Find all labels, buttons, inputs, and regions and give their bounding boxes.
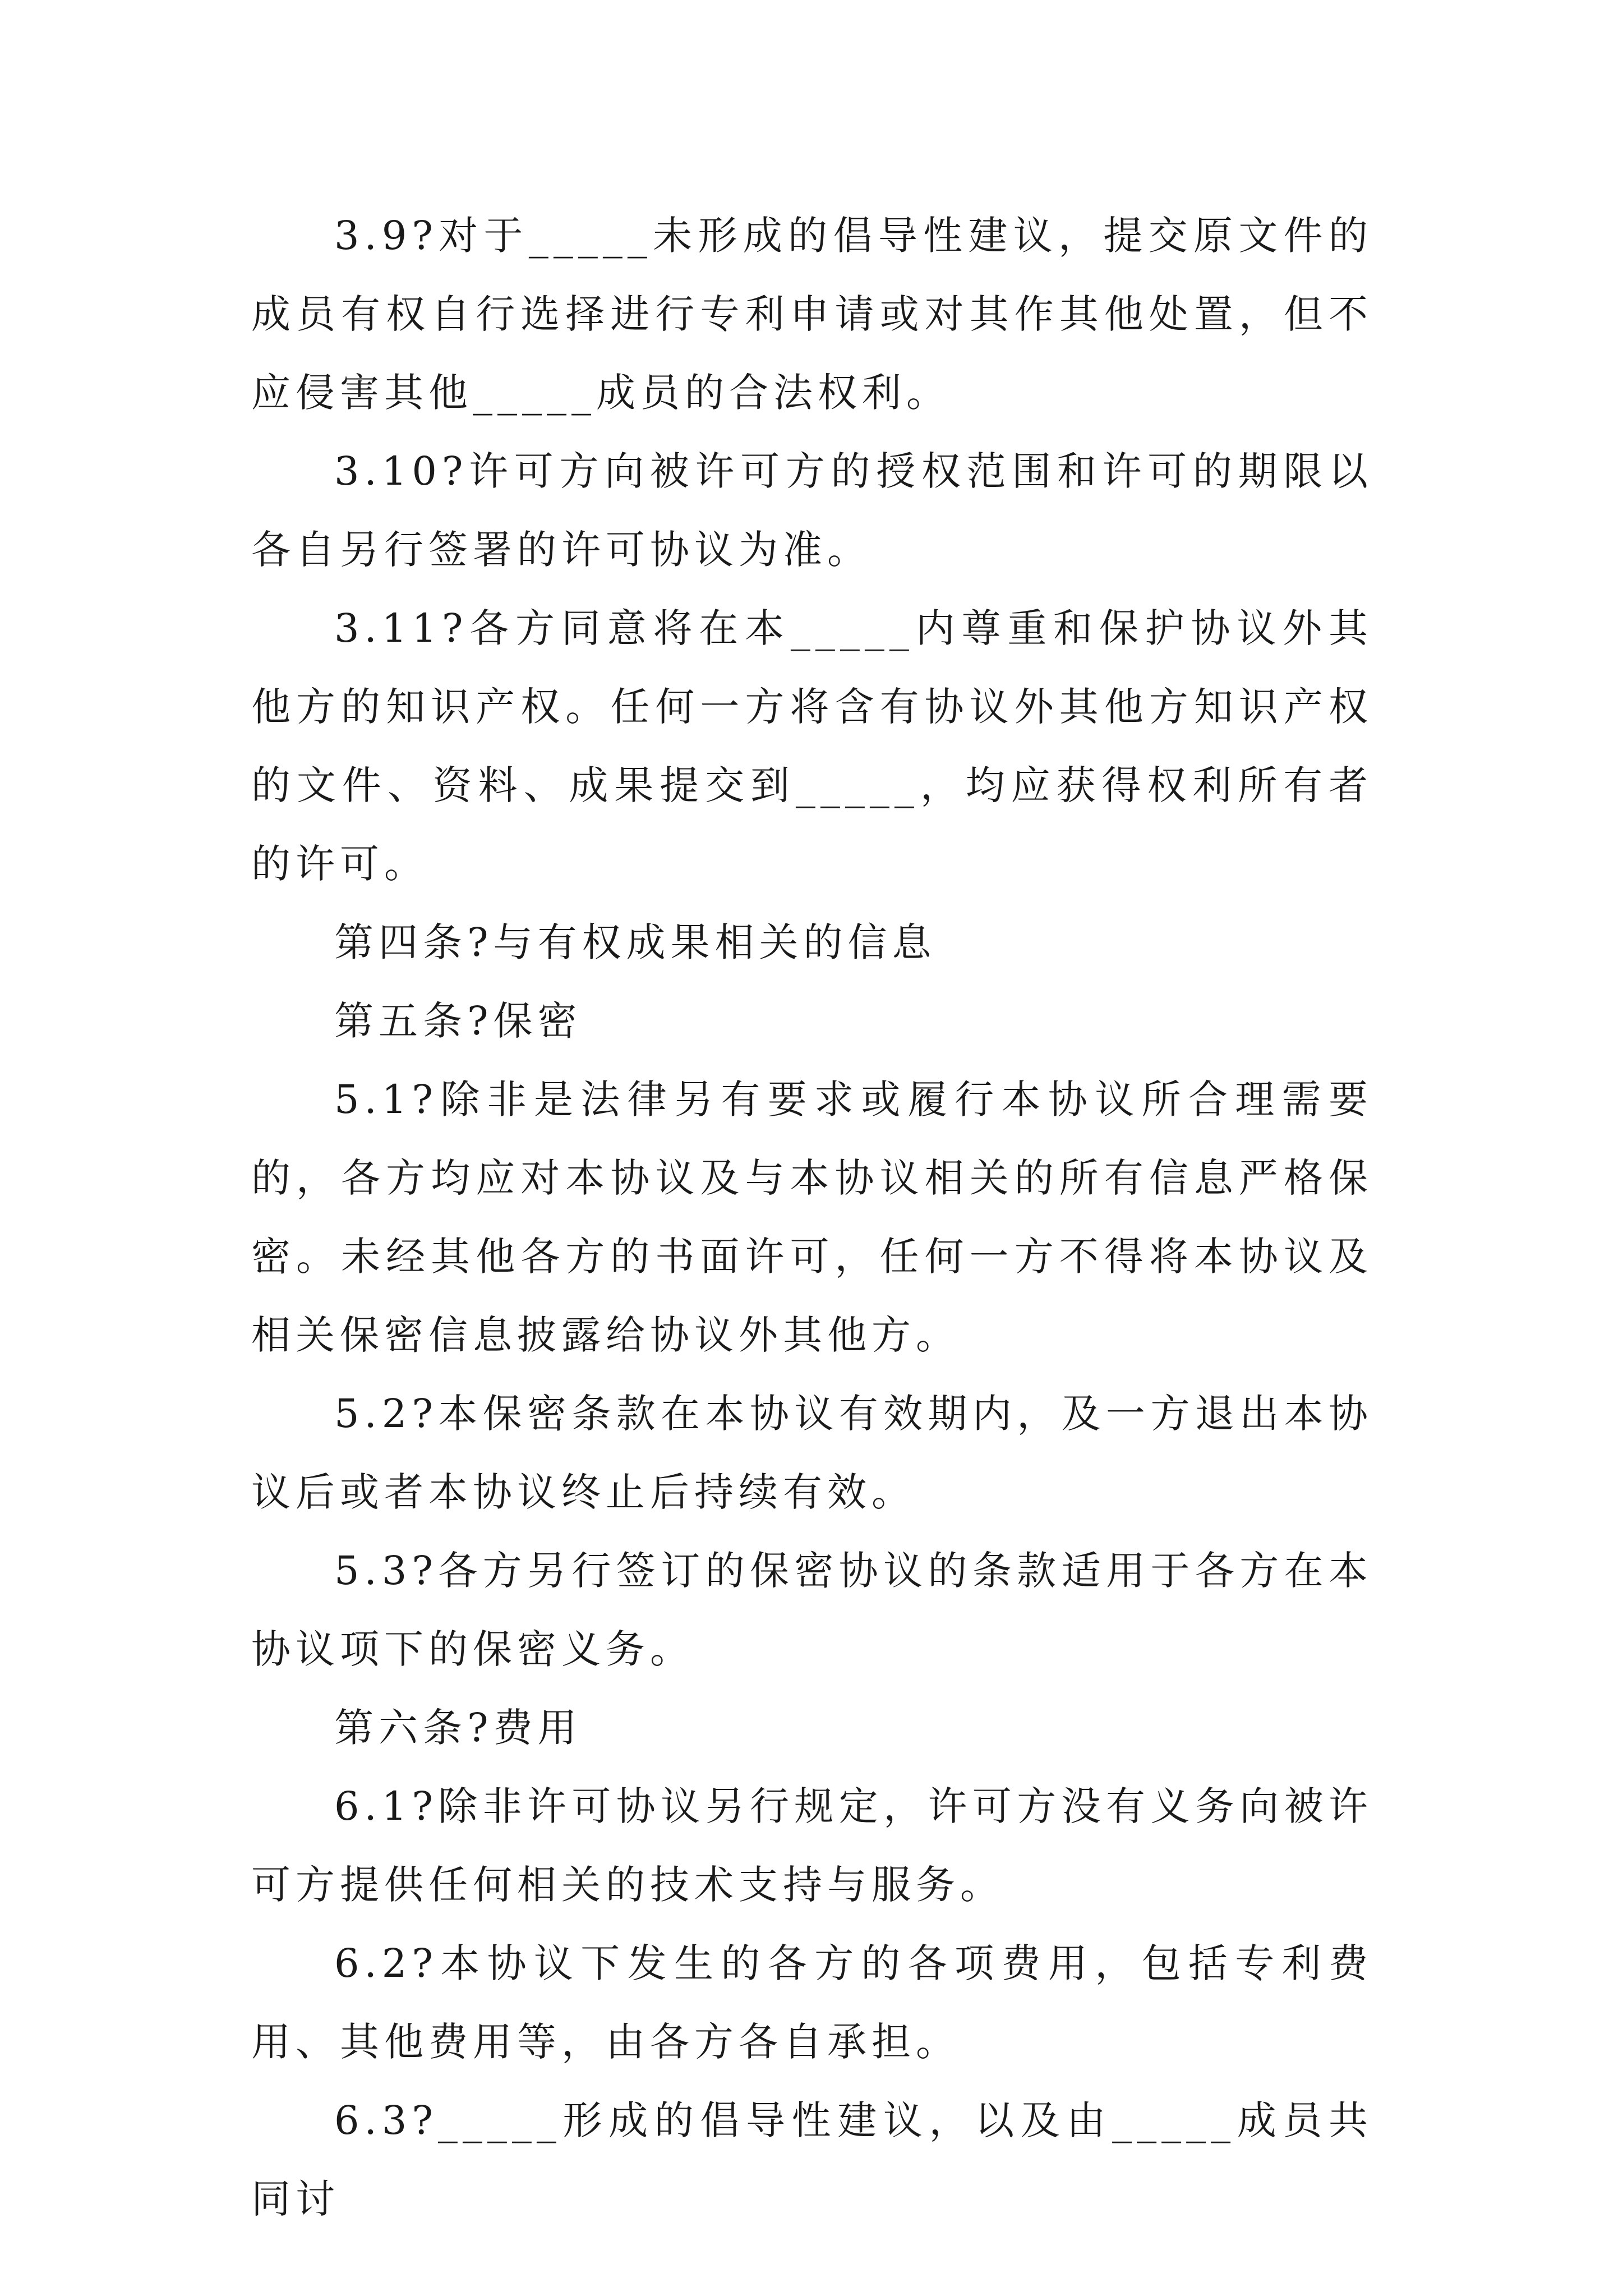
- clause-3-9: 3.9?对于_____未形成的倡导性建议，提交原文件的成员有权自行选择进行专利申请或对其作其他处置，但不应侵害其他_____成员的合法权利。: [251, 213, 1373, 416]
- document-body: [251, 196, 1373, 2238]
- article-4-heading: 第四条?与有权成果相关的信息: [334, 919, 937, 965]
- clause-3-11: 3.11?各方同意将在本_____内尊重和保护协议外其他方的知识产权。任何一方将含有协议外其他方知识产权的文件、资料、成果提交到_____，均应获得权利所有者的许可。: [251, 605, 1373, 887]
- clause-5-3: 5.3?各方另行签订的保密协议的条款适用于各方在本协议项下的保密义务。: [251, 1548, 1373, 1672]
- article-5-heading: 第五条?保密: [334, 998, 582, 1044]
- clause-6-1: 6.1?除非许可协议另行规定，许可方没有义务向被许可方提供任何相关的技术支持与服务。: [251, 1783, 1373, 1908]
- clause-5-1: 5.1?除非是法律另有要求或履行本协议所合理需要的，各方均应对本协议及与本协议相关的所有信息严格保密。未经其他各方的书面许可，任何一方不得将本协议及相关保密信息披露给协议外其他方。: [251, 1076, 1373, 1358]
- clause-3-10: 3.10?许可方向被许可方的授权范围和许可的期限以各自另行签署的许可协议为准。: [251, 448, 1373, 573]
- article-6-heading: 第六条?费用: [334, 1705, 582, 1751]
- clause-6-2: 6.2?本协议下发生的各方的各项费用，包括专利费用、其他费用等，由各方各自承担。: [251, 1940, 1373, 2065]
- clause-6-3: 6.3?_____形成的倡导性建议，以及由_____成员共同讨: [251, 2097, 1373, 2222]
- clause-5-2: 5.2?本保密条款在本协议有效期内，及一方退出本协议后或者本协议终止后持续有效。: [251, 1391, 1373, 1515]
